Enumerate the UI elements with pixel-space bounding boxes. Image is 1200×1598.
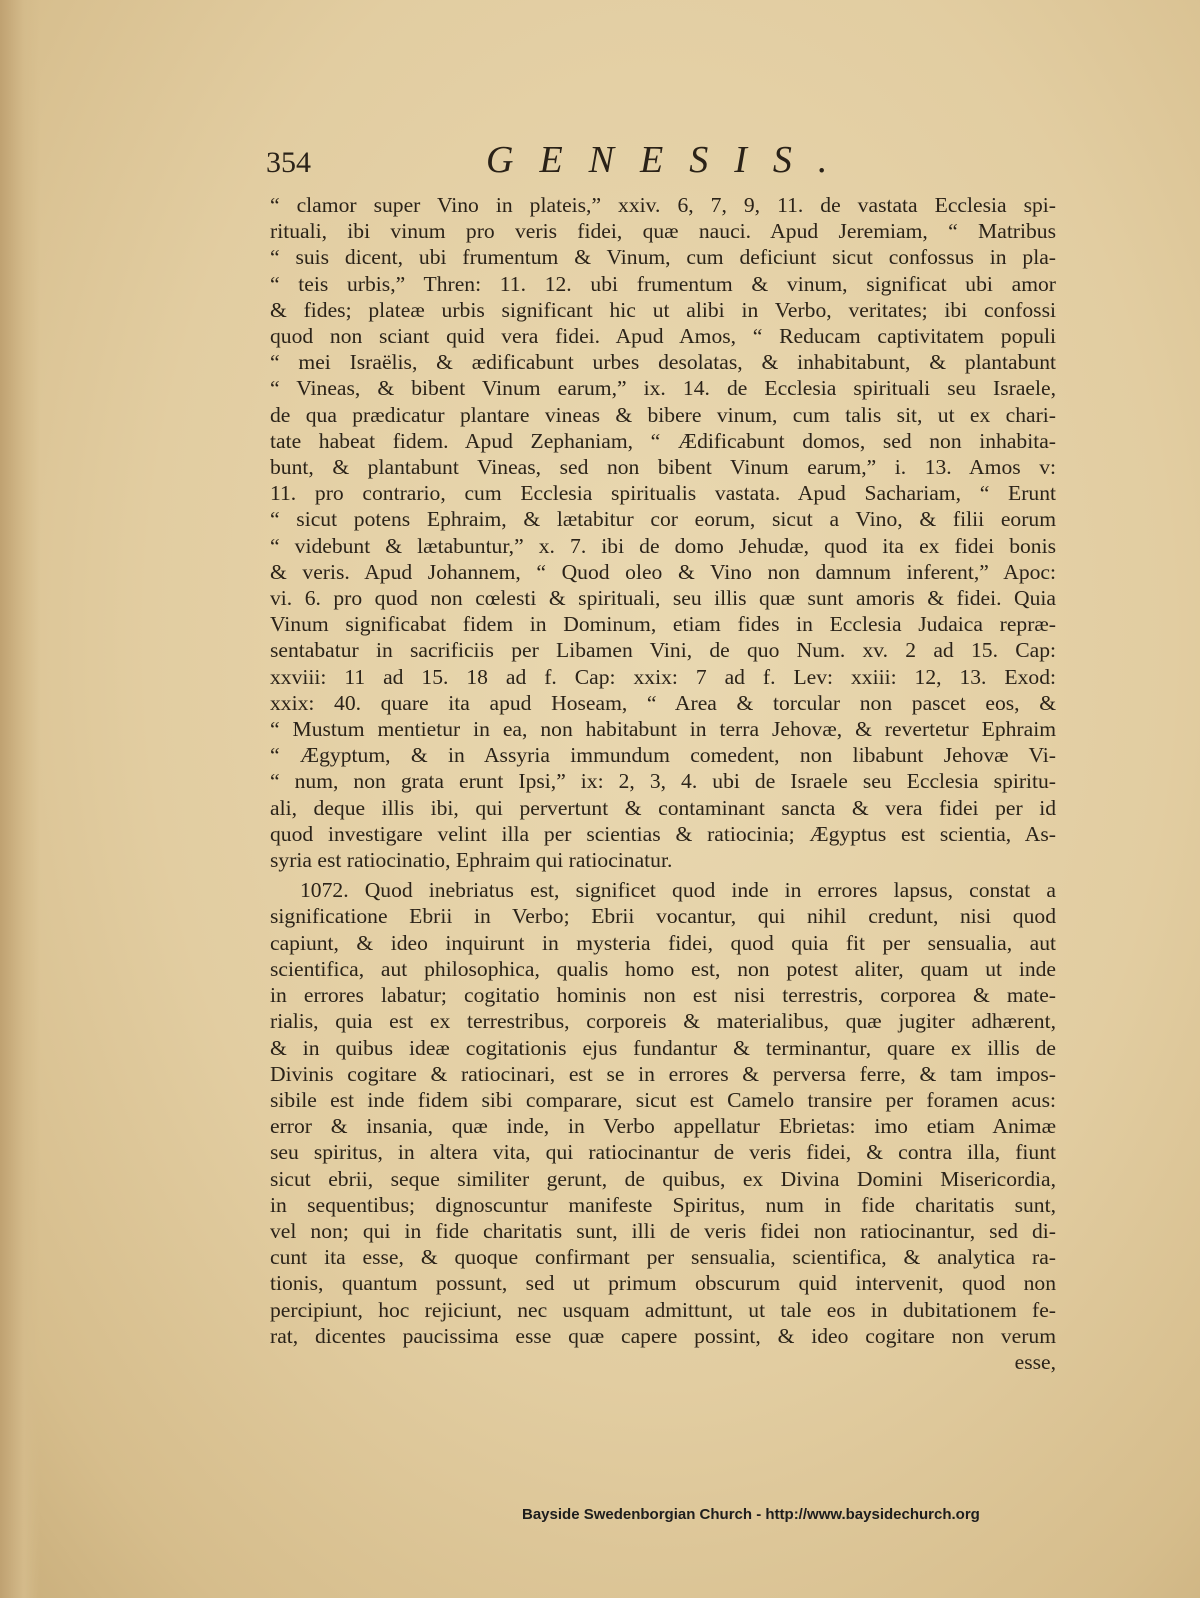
text-line: “ sicut potens Ephraim, & lætabitur cor eorum, sicut a Vino, & filii eorum <box>270 507 1056 532</box>
text-line: vi. 6. pro quod non cœlesti & spirituali, seu illis quæ sunt amoris & fidei. Quia <box>270 586 1056 611</box>
text-line: “ clamor super Vino in plateis,” xxiv. 6, 7, 9, 11. de vastata Ecclesia spi- <box>270 193 1056 217</box>
text-line: “ videbunt & lætabuntur,” x. 7. ibi de domo Jehudæ, quod ita ex fidei bonis <box>270 533 1056 558</box>
text-line: syria est ratiocinatio, Ephraim qui ratiocinatur. <box>270 848 673 873</box>
paragraph-2 <box>270 877 1056 1349</box>
body-text <box>270 192 1056 1375</box>
text-line: sentabatur in sacrificiis per Libamen Vini, de quo Num. xv. 2 ad 15. Cap: <box>270 638 1056 663</box>
running-title: GENESIS. <box>486 139 854 181</box>
text-line: “ Ægyptum, & in Assyria immundum comedent, non libabunt Jehovæ Vi- <box>270 743 1056 768</box>
text-line: & in quibus ideæ cogitationis ejus fundantur & terminantur, quare ex illis de <box>270 1035 1056 1060</box>
text-line: “ mei Israëlis, & ædificabunt urbes desolatas, & inhabitabunt, & plantabunt <box>270 350 1056 375</box>
text-line: error & insania, quæ inde, in Verbo appellatur Ebrietas: imo etiam Animæ <box>270 1114 1056 1139</box>
text-line: sibile est inde fidem sibi comparare, sicut est Camelo transire per foramen acus: <box>270 1087 1056 1112</box>
text-line: de qua prædicatur plantare vineas & bibere vinum, cum talis sit, ut ex chari- <box>270 402 1056 427</box>
text-line: tate habeat fidem. Apud Zephaniam, “ Ædificabunt domos, sed non inhabita- <box>270 428 1056 453</box>
catchword: esse, <box>1014 1349 1056 1374</box>
page-header <box>266 138 1066 188</box>
text-line: xxviii: 11 ad 15. 18 ad f. Cap: xxix: 7 ad f. Lev: xxiii: 12, 13. Exod: <box>270 664 1056 689</box>
text-line: rituali, ibi vinum pro veris fidei, quæ nauci. Apud Jeremiam, “ Matribus <box>270 219 1056 244</box>
text-line: significatione Ebrii in Verbo; Ebrii vocantur, qui nihil credunt, nisi quod <box>270 904 1056 929</box>
text-line: “ teis urbis,” Thren: 11. 12. ubi frumentum & vinum, significat ubi amor <box>270 271 1056 296</box>
text-line: “ suis dicent, ubi frumentum & Vinum, cum deficiunt sicut confossus in pla- <box>270 245 1056 270</box>
text-line: ali, deque illis ibi, qui pervertunt & contaminant sancta & vera fidei per id <box>270 795 1056 820</box>
text-line: in errores labatur; cogitatio hominis non est nisi terrestris, corporea & mate- <box>270 983 1056 1008</box>
text-line: & fides; plateæ urbis significant hic ut alibi in Verbo, veritates; ibi confossi <box>270 297 1056 322</box>
footer-credit: Bayside Swedenborgian Church - http://www.baysidechurch.org <box>522 1506 980 1523</box>
paragraph-1 <box>270 192 1056 873</box>
text-line: rialis, quia est ex terrestribus, corporeis & materialibus, quæ jugiter adhærent, <box>270 1009 1056 1034</box>
text-line: “ num, non grata erunt Ipsi,” ix: 2, 3, 4. ubi de Israele seu Ecclesia spiritu- <box>270 769 1056 794</box>
text-line: “ Mustum mentietur in ea, non habitabunt in terra Jehovæ, & revertetur Ephraim <box>270 717 1056 742</box>
text-line: quod investigare velint illa per scientias & ratiocinia; Ægyptus est scientia, As- <box>270 821 1056 846</box>
text-line: 11. pro contrario, cum Ecclesia spiritualis vastata. Apud Sachariam, “ Erunt <box>270 481 1056 506</box>
text-line: tionis, quantum possunt, sed ut primum obscurum quid intervenit, quod non <box>270 1271 1056 1296</box>
text-line: scientifica, aut philosophica, qualis homo est, non potest aliter, quam ut inde <box>270 956 1056 981</box>
text-line: xxix: 40. quare ita apud Hoseam, “ Area & torcular non pascet eos, & <box>270 690 1056 715</box>
text-line: quod non sciant quid vera fidei. Apud Amos, “ Reducam captivitatem populi <box>270 324 1056 349</box>
text-line: bunt, & plantabunt Vineas, sed non bibent Vinum earum,” i. 13. Amos v: <box>270 455 1056 480</box>
text-line: cunt ita esse, & quoque confirmant per sensualia, scientifica, & analytica ra- <box>270 1245 1056 1270</box>
text-line: rat, dicentes paucissima esse quæ capere possint, & ideo cogitare non verum <box>270 1323 1056 1348</box>
page-edge-shadow <box>0 0 40 1598</box>
text-line: percipiunt, hoc rejiciunt, nec usquam admittunt, ut tale eos in dubitationem fe- <box>270 1297 1056 1322</box>
text-line: seu spiritus, in altera vita, qui ratiocinantur de veris fidei, & contra illa, fiunt <box>270 1140 1056 1165</box>
text-line: Divinis cogitare & ratiocinari, est se in errores & perversa ferre, & tam impos- <box>270 1061 1056 1086</box>
text-line: capiunt, & ideo inquirunt in mysteria fidei, quod quia fit per sensualia, aut <box>270 930 1056 955</box>
text-line: vel non; qui in fide charitatis sunt, illi de veris fidei non ratiocinantur, sed di- <box>270 1218 1056 1243</box>
text-line: Vinum significabat fidem in Dominum, etiam fides in Ecclesia Judaica repræ- <box>270 612 1056 637</box>
text-line: “ Vineas, & bibent Vinum earum,” ix. 14. de Ecclesia spirituali seu Israele, <box>270 376 1056 401</box>
text-line: & veris. Apud Johannem, “ Quod oleo & Vino non damnum inferent,” Apoc: <box>270 559 1056 584</box>
text-line: sicut ebrii, seque similiter gerunt, de quibus, ex Divina Domini Misericordia, <box>270 1166 1056 1191</box>
text-line: in sequentibus; dignoscuntur manifeste Spiritus, num in fide charitatis sunt, <box>270 1192 1056 1217</box>
page-number: 354 <box>266 146 311 179</box>
text-line: 1072. Quod inebriatus est, significet quod inde in errores lapsus, constat a <box>300 878 1056 903</box>
